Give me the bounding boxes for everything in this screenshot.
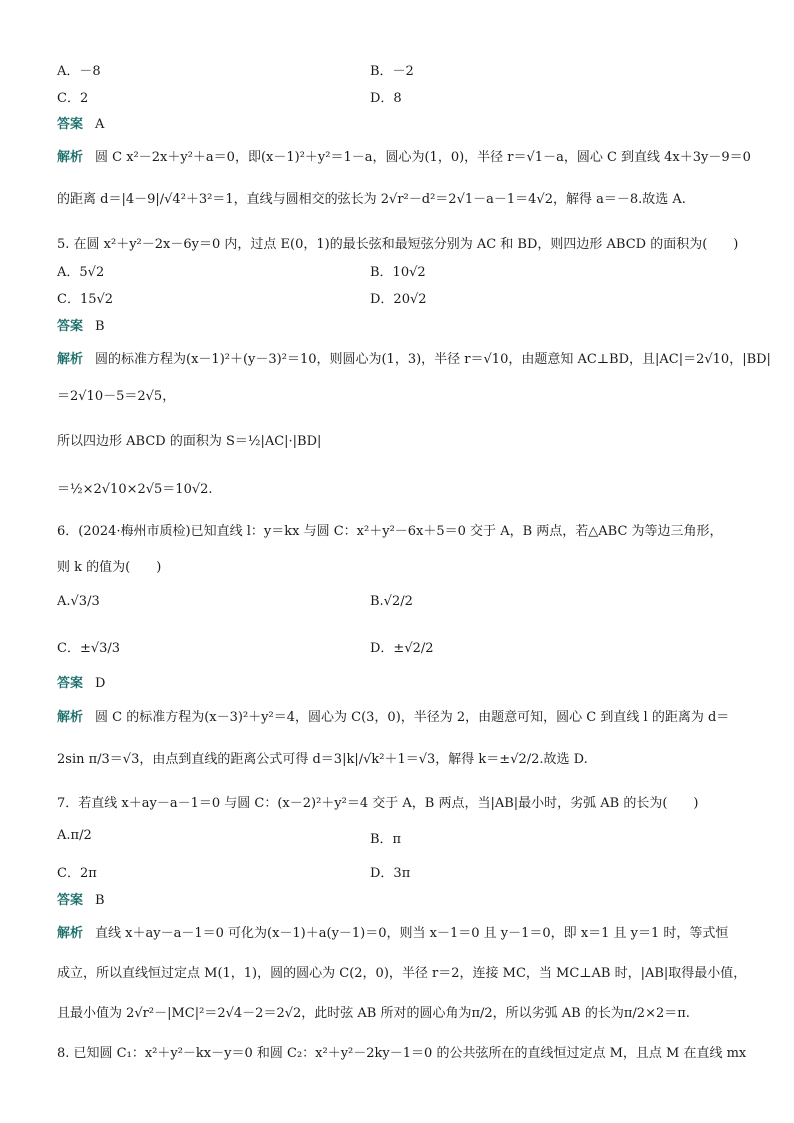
q4-option-a: A．－8 xyxy=(57,64,101,79)
answer-label: 答案 xyxy=(57,676,84,691)
q6-stem-2: 则 k 的值为( ) xyxy=(57,560,162,575)
q6-analysis-2: 2sin π/3＝√3，由点到直线的距离公式可得 d＝3|k|/√k²＋1＝√3，解得 k＝±√2/2.故选 D. xyxy=(57,752,588,767)
analysis-label: 解析 xyxy=(57,710,84,725)
q7-stem: 7．若直线 x＋ay－a－1＝0 与圆 C：(x－2)²＋y²＝4 交于 A，B 两点，当|AB|最小时，劣弧 AB 的长为( ) xyxy=(57,796,699,811)
q5-answer xyxy=(57,315,105,334)
q4-option-d: D．8 xyxy=(370,91,402,106)
q4-analysis-2: 的距离 d＝|4－9|/√4²＋3²＝1，直线与圆相交的弦长为 2√r²－d²＝2√1－a－1＝4√2，解得 a＝－8.故选 A. xyxy=(57,192,686,207)
q5-analysis-1 xyxy=(57,348,771,367)
q6-stem-1: 6．(2024·梅州市质检)已知直线 l：y＝kx 与圆 C：x²＋y²－6x＋5＝0 交于 A，B 两点，若△ABC 为等边三角形， xyxy=(57,524,723,539)
answer-value: D xyxy=(95,676,106,691)
analysis-text: 直线 x＋ay－a－1＝0 可化为(x－1)＋a(y－1)＝0，则当 x－1＝0 且 y－1＝0，即 x＝1 且 y＝1 时，等式恒 xyxy=(95,926,729,941)
answer-label: 答案 xyxy=(57,893,84,908)
analysis-label: 解析 xyxy=(57,150,84,165)
q7-analysis-3: 且最小值为 2√r²－|MC|²＝2√4－2＝2√2，此时弦 AB 所对的圆心角为π/2，所以劣弧 AB 的长为π/2×2＝π. xyxy=(57,1006,690,1021)
q4-answer xyxy=(57,113,104,132)
q7-answer xyxy=(57,889,105,908)
q5-analysis-4: ＝½×2√10×2√5＝10√2. xyxy=(57,482,213,497)
q7-analysis-1 xyxy=(57,922,728,941)
q5-option-a: A．5√2 xyxy=(57,265,105,280)
q7-option-b: B．π xyxy=(370,832,402,847)
analysis-label: 解析 xyxy=(57,352,84,367)
q5-option-c: C．15√2 xyxy=(57,292,114,307)
q4-option-c: C．2 xyxy=(57,91,89,106)
answer-value: B xyxy=(95,893,105,908)
q5-analysis-2: ＝2√10－5＝2√5， xyxy=(57,389,176,404)
q5-stem: 5. 在圆 x²＋y²－2x－6y＝0 内，过点 E(0，1)的最长弦和最短弦分别为 AC 和 BD，则四边形 ABCD 的面积为( ) xyxy=(57,237,739,252)
analysis-text: 圆 C x²－2x＋y²＋a＝0，即(x－1)²＋y²＝1－a，圆心为(1，0)，半径 r＝√1－a，圆心 C 到直线 4x＋3y－9＝0 xyxy=(95,150,751,165)
answer-label: 答案 xyxy=(57,319,84,334)
analysis-text: 圆 C 的标准方程为(x－3)²＋y²＝4，圆心为 C(3，0)，半径为 2，由题意可知，圆心 C 到直线 l 的距离为 d＝ xyxy=(95,710,730,725)
q6-option-a: A.√3/3 xyxy=(57,594,100,609)
q6-answer xyxy=(57,672,105,691)
q5-option-d: D．20√2 xyxy=(370,292,427,307)
analysis-label: 解析 xyxy=(57,926,84,941)
q8-stem: 8. 已知圆 C₁：x²＋y²－kx－y＝0 和圆 C₂：x²＋y²－2ky－1＝0 的公共弦所在的直线恒过定点 M，且点 M 在直线 mx xyxy=(57,1046,747,1061)
q7-analysis-2: 成立，所以直线恒过定点 M(1，1)，圆的圆心为 C(2，0)，半径 r＝2，连接 MC，当 MC⊥AB 时，|AB|取得最小值， xyxy=(57,966,747,981)
q5-analysis-3: 所以四边形 ABCD 的面积为 S＝½|AC|·|BD| xyxy=(57,434,322,449)
q7-option-c: C．2π xyxy=(57,866,97,881)
answer-value: B xyxy=(95,319,105,334)
answer-value: A xyxy=(95,117,105,132)
q5-option-b: B．10√2 xyxy=(370,265,426,280)
q7-option-d: D．3π xyxy=(370,866,411,881)
q7-option-a: A.π/2 xyxy=(57,828,92,843)
q4-option-b: B．－2 xyxy=(370,64,414,79)
answer-label: 答案 xyxy=(57,117,84,132)
q4-analysis-1 xyxy=(57,146,751,165)
q6-option-d: D．±√2/2 xyxy=(370,641,434,656)
q6-option-c: C．±√3/3 xyxy=(57,641,121,656)
q6-option-b: B.√2/2 xyxy=(370,594,413,609)
q6-analysis-1 xyxy=(57,706,729,725)
analysis-text: 圆的标准方程为(x－1)²＋(y－3)²＝10，则圆心为(1，3)，半径 r＝√10，由题意知 AC⊥BD，且|AC|＝2√10，|BD| xyxy=(95,352,771,367)
